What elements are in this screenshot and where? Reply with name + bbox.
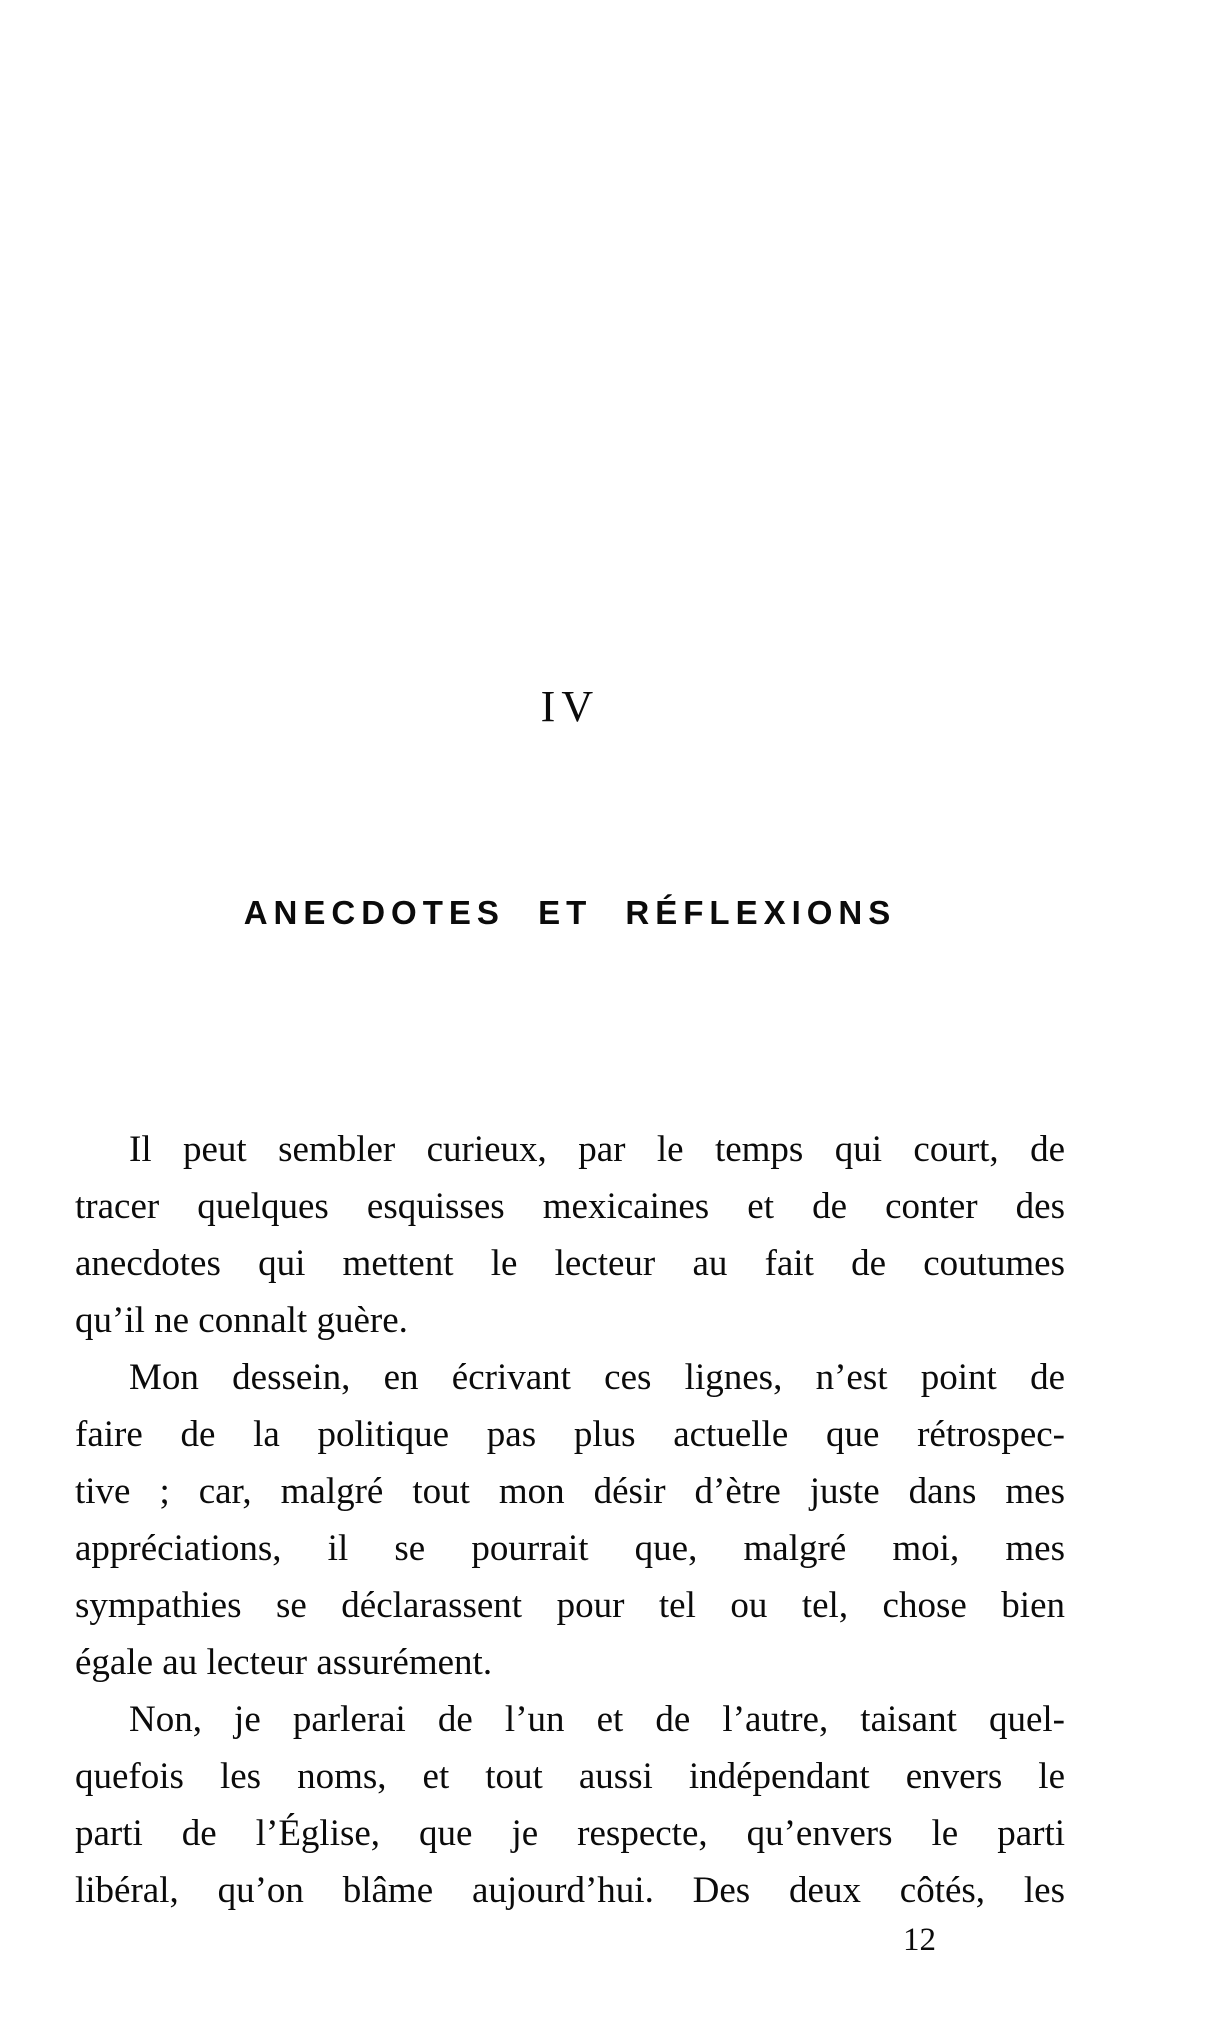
body-line: faire de la politique pas plus actuelle que rétrospec- bbox=[75, 1414, 1065, 1455]
paragraph bbox=[75, 1349, 1065, 1691]
body-text bbox=[75, 1121, 1065, 1919]
body-line: parti de l’Église, que je respecte, qu’envers le parti bbox=[75, 1813, 1065, 1854]
body-line: Mon dessein, en écrivant ces lignes, n’est point de bbox=[129, 1357, 1065, 1398]
body-line: anecdotes qui mettent le lecteur au fait de coutumes bbox=[75, 1243, 1065, 1284]
body-line: égale au lecteur assurément. bbox=[75, 1642, 493, 1683]
body-line: quefois les noms, et tout aussi indépendant envers le bbox=[75, 1756, 1065, 1797]
body-line: qu’il ne connalt guère. bbox=[75, 1300, 408, 1341]
body-line: Non, je parlerai de l’un et de l’autre, taisant quel- bbox=[129, 1699, 1065, 1740]
body-line: tive ; car, malgré tout mon désir d’ètre juste dans mes bbox=[75, 1471, 1065, 1512]
chapter-number: IV bbox=[540, 682, 600, 731]
section-title: ANECDOTES ET RÉFLEXIONS bbox=[243, 894, 897, 931]
paragraph bbox=[75, 1691, 1065, 1919]
paragraph bbox=[75, 1121, 1065, 1349]
body-line: sympathies se déclarassent pour tel ou tel, chose bien bbox=[75, 1585, 1065, 1626]
body-line: Il peut sembler curieux, par le temps qui court, de bbox=[129, 1129, 1065, 1170]
body-line: tracer quelques esquisses mexicaines et de conter des bbox=[75, 1186, 1065, 1227]
page-number: 12 bbox=[903, 1922, 936, 1958]
body-line: appréciations, il se pourrait que, malgré moi, mes bbox=[75, 1528, 1065, 1569]
body-line: libéral, qu’on blâme aujourd’hui. Des deux côtés, les bbox=[75, 1870, 1065, 1911]
